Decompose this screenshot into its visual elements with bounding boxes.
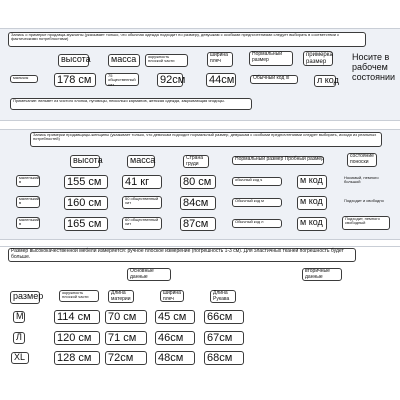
header-waist: окружность плоской части	[59, 290, 99, 302]
header-height: высота	[58, 54, 89, 67]
cell-shoulder: 48см	[155, 351, 195, 365]
header-weight: масса	[127, 155, 155, 168]
cell-height: 155 см	[64, 175, 108, 189]
cell-chest: 87см	[180, 217, 216, 231]
women-note: Запись примерки продавщицы-женщины (указывает только, что девочкам подходит нормальный размер, девушкам с особыми предпочтениями следует выбирать, исходя из реальных потребностей)	[30, 132, 382, 147]
cell-shoulder: 45 см	[155, 310, 195, 324]
cell-tried-code: м код	[297, 196, 327, 210]
row-label: маленький в	[16, 196, 40, 208]
header-state: Носите в рабочем состоянии	[352, 52, 396, 82]
sizes-note: Размер высококачественной мебели измеряется: ручное плоское измерение (погрешность 1-3 см). Для эластичных тканей погрешность будет больше.	[8, 248, 356, 262]
men-footnote: Примечание: вельвет из чистого хлопка, пуговицы, несколько карманов, женская одежда, закрывающая ягодицы.	[10, 98, 252, 110]
cell-shoulder: 44см	[206, 73, 236, 87]
header-normal-size: Нормальный размер	[249, 51, 293, 66]
cell-height: 165 см	[64, 217, 108, 231]
row-label: маленький в	[16, 175, 40, 187]
cell-normal-code: Обычный код м	[232, 198, 282, 207]
header-shoulder: ширина плеч	[207, 52, 233, 67]
divider	[0, 239, 400, 240]
header-waist: окружность плоской части	[145, 54, 188, 67]
cell-weight: 75 общественный хит	[105, 73, 139, 86]
cell-normal-code: Обычный код xl	[250, 75, 298, 84]
divider	[0, 28, 400, 29]
cell-waist: 92см	[157, 73, 183, 87]
cell-length: 71 см	[105, 331, 147, 345]
header-sleeve: Длина Рукава	[210, 290, 236, 303]
cell-size: M	[13, 311, 25, 323]
cell-sleeve: 66см	[204, 310, 244, 324]
cell-chest: 84см	[180, 196, 216, 210]
cell-wear: Носимый, немного большой	[344, 175, 379, 185]
cell-shoulder: 46см	[155, 331, 195, 345]
cell-weight: 60 общественный хит	[122, 217, 162, 230]
cell-tried-code: л код	[314, 75, 336, 87]
row-label: маленький в	[16, 217, 40, 229]
cell-height: 178 см	[54, 73, 96, 87]
header-wear-state: состояние поноски	[347, 153, 377, 167]
header-size: размер	[10, 291, 40, 304]
cell-size: Л	[13, 332, 25, 344]
cell-normal-code: Обычный код л	[232, 219, 282, 228]
cell-height: 160 см	[64, 196, 108, 210]
divider	[0, 246, 400, 247]
cell-sleeve: 68см	[204, 351, 244, 365]
header-height: высота	[70, 155, 100, 168]
divider	[0, 120, 400, 121]
men-note: Запись о примерке продавца-мужчины (указывает только, что обычная одежда подходит по размеру, девушкам с особыми предпочтениями следует выбирать в соответствии с фактическими потребностями)	[8, 32, 366, 47]
cell-chest: 80 см	[180, 175, 216, 189]
divider	[0, 129, 400, 130]
cell-length: 72см	[105, 351, 147, 365]
header-normal-try: Нормальный размер Пробный размер	[232, 156, 324, 165]
cell-tried-code: м код	[297, 175, 327, 189]
cell-length: 70 см	[105, 310, 147, 324]
cell-wear: Подходит, немного свободный	[342, 216, 390, 230]
cell-weight: 41 кг	[122, 175, 162, 189]
cell-tried-code: м код	[297, 217, 327, 231]
header-weight: масса	[108, 54, 140, 67]
header-chest: Страна груди	[183, 155, 209, 168]
group-main-data: Основные данные	[127, 268, 171, 281]
row-label: мальчик	[10, 75, 38, 83]
cell-normal-code: обычный код s	[232, 177, 282, 186]
cell-weight: 50 общественный хит	[122, 196, 162, 209]
cell-size: XL	[11, 352, 29, 364]
group-secondary-data: вторичные данные	[302, 268, 342, 281]
header-length: Длина материи	[108, 290, 134, 303]
cell-sleeve: 67см	[204, 331, 244, 345]
header-shoulder: ширина плеч	[160, 290, 184, 302]
cell-waist: 120 см	[54, 331, 100, 345]
cell-wear: Подходит и свободно	[344, 198, 384, 203]
header-tried-size: примерка размер	[303, 51, 333, 66]
cell-waist: 128 см	[54, 351, 100, 365]
cell-waist: 114 см	[54, 310, 100, 324]
